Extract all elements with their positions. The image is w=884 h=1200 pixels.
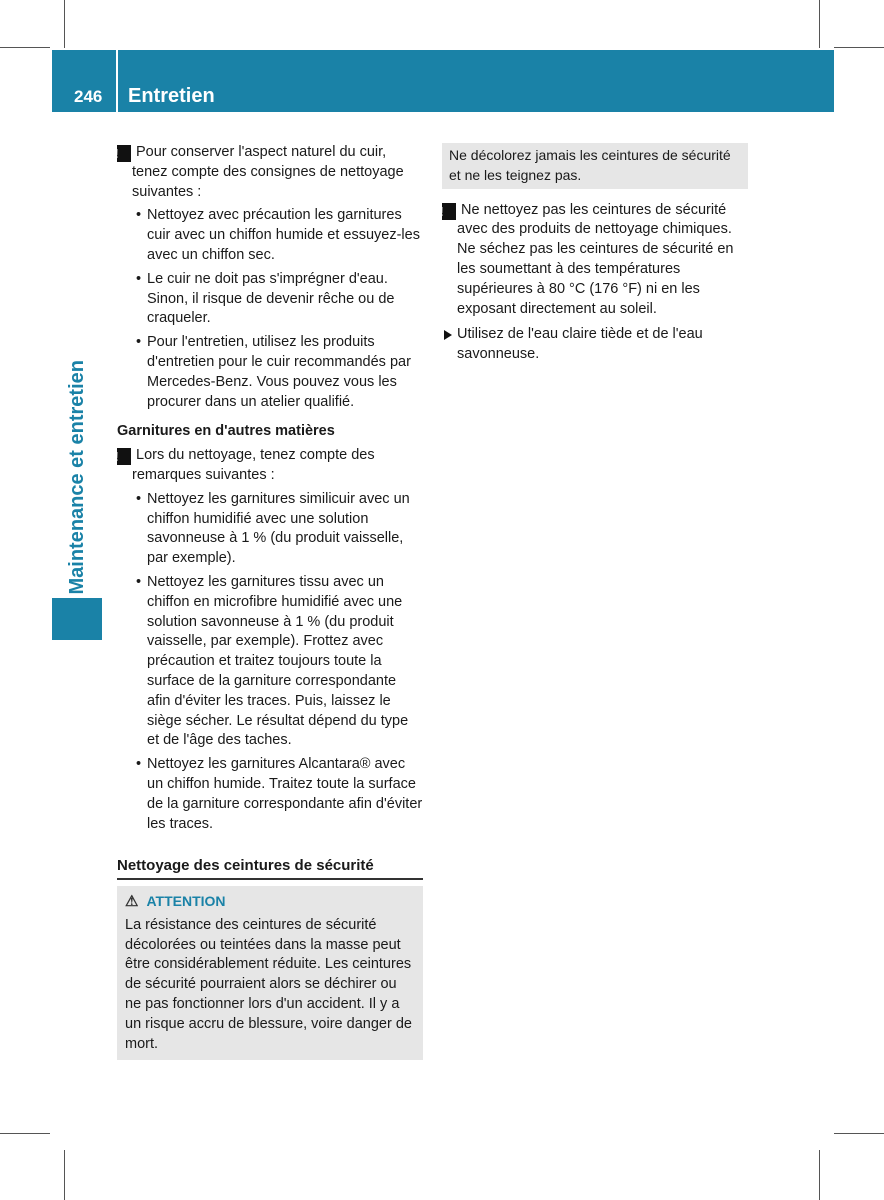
attention-text: La résistance des ceintures de sécurité décolorées ou teintées dans la masse peut être considérablement réduite. Les ceintures de sécurité pourraient alors se déchirer ou ne pas fonctionner lors d'un accident. Il y a un risque accru de blessure, voire danger de mort. — [125, 916, 412, 1052]
attention-box — [117, 886, 423, 1060]
info-box: Ne décolorez jamais les ceintures de sécurité et ne les teignez pas. — [442, 143, 748, 189]
crop-mark — [64, 1150, 65, 1200]
exclamation-icon: ! — [442, 203, 456, 220]
step-text: Utilisez de l'eau claire tiède et de l'eau savonneuse. — [457, 326, 703, 363]
other-materials-intro: Lors du nettoyage, tenez compte des remarques suivantes : — [132, 447, 375, 483]
side-label-text: Maintenance et entretien — [65, 360, 88, 595]
leather-bullets — [117, 206, 423, 412]
crop-mark — [819, 1150, 820, 1200]
right-column — [439, 143, 748, 365]
crop-mark — [0, 47, 50, 48]
crop-mark — [819, 0, 820, 48]
page-number: 246 — [74, 87, 103, 106]
subheading: Garnitures en d'autres matières — [117, 423, 335, 440]
crop-mark — [834, 47, 884, 48]
side-label — [52, 265, 102, 595]
left-column — [114, 143, 423, 1060]
belt-note-text: Ne nettoyez pas les ceintures de sécurité avec des produits de nettoyage chimiques. Ne séchez pas les ceintures de sécurité en les soumettant à des températures supérieures à 80 °C (176 °F) ni en les exposant directement au soleil. — [457, 201, 734, 317]
other-materials-bullets — [117, 490, 423, 835]
step-item — [442, 325, 748, 365]
attention-title: ATTENTION — [146, 893, 226, 910]
crop-mark — [64, 0, 65, 48]
exclamation-icon: ! — [117, 145, 131, 162]
page-title: Entretien — [128, 85, 215, 107]
belt-note — [439, 201, 748, 320]
header-bar — [118, 50, 834, 112]
list-item: • Nettoyez les garnitures tissu avec un chiffon en microfibre humidifié avec une solution savonneuse à 1 % (du produit vaisselle, par exemple). Frottez avec précaution et traitez toujours toute la surface de la garniture correspondante afin d'éviter les traces. Puis, laissez le siège sécher. Le résultat dépend du type et de l'âge des taches. — [147, 573, 423, 751]
list-item: • Nettoyez les garnitures Alcantara® avec un chiffon humide. Traitez toute la surface de la garniture correspondante afin d'éviter les traces. — [147, 755, 423, 834]
list-item: • Le cuir ne doit pas s'imprégner d'eau. Sinon, il risque de devenir rêche ou de craqueler. — [147, 270, 423, 329]
crop-mark — [834, 1133, 884, 1134]
side-tab — [52, 598, 102, 640]
list-item: • Nettoyez avec précaution les garnitures cuir avec un chiffon humide et essuyez-les avec un chiffon sec. — [147, 206, 423, 265]
warning-triangle-icon: ⚠ — [125, 893, 139, 911]
other-materials-note — [114, 446, 423, 486]
list-item: • Pour l'entretien, utilisez les produits d'entretien pour le cuir recommandés par Mercedes-Benz. Vous pouvez vous les procurer dans un atelier qualifié. — [147, 333, 423, 412]
exclamation-icon: ! — [117, 448, 131, 465]
list-item: • Nettoyez les garnitures similicuir avec un chiffon humidifié avec une solution savonneuse à 1 % (du produit vaisselle, par exemple). — [147, 490, 423, 569]
leather-note — [114, 143, 423, 202]
section-heading: Nettoyage des ceintures de sécurité — [117, 856, 423, 880]
attention-title-row — [125, 892, 416, 912]
leather-note-intro: Pour conserver l'aspect naturel du cuir, tenez compte des consignes de nettoyage suivantes : — [132, 144, 404, 200]
crop-mark — [0, 1133, 50, 1134]
